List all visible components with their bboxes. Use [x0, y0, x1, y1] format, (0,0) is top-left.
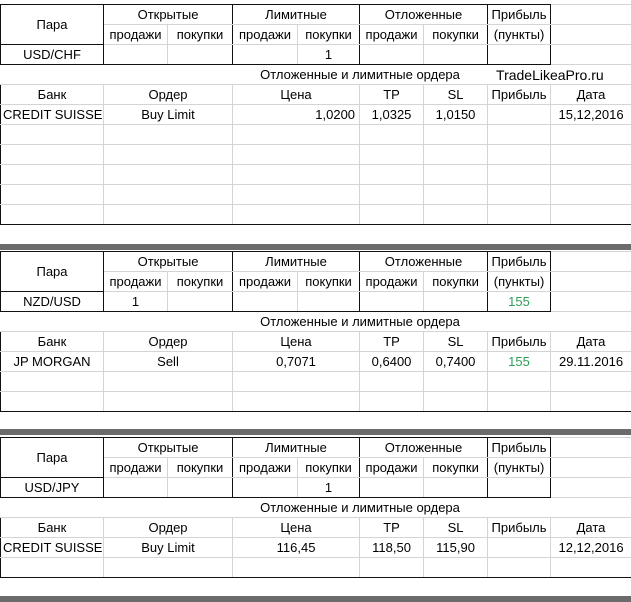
- bank-cell[interactable]: JP MORGAN: [1, 352, 104, 372]
- pending-sells-cell[interactable]: [360, 478, 424, 498]
- limit-sells-header: продажи: [233, 458, 298, 478]
- open-header: Открытые: [104, 438, 233, 458]
- sl-header: SL: [424, 85, 488, 105]
- order-type-cell[interactable]: Buy Limit: [104, 105, 233, 125]
- block-separator: [0, 429, 631, 435]
- date-cell[interactable]: 29.11.2016: [551, 352, 631, 372]
- pending-sells-header: продажи: [360, 25, 424, 45]
- limit-buys-header: покупки: [298, 272, 360, 292]
- pending-sells-cell[interactable]: [360, 292, 424, 312]
- tp-header: TP: [360, 518, 424, 538]
- price-header: Цена: [233, 518, 360, 538]
- pending-sells-cell[interactable]: [360, 45, 424, 65]
- summary-table-nzdusd: [0, 251, 631, 412]
- tp-cell[interactable]: 0,6400: [360, 352, 424, 372]
- summary-table-usdchf: [0, 4, 631, 225]
- pending-header: Отложенные: [360, 252, 488, 272]
- price-cell[interactable]: 1,0200: [233, 105, 360, 125]
- limit-sells-header: продажи: [233, 25, 298, 45]
- orders-title: Отложенные и лимитные ордера: [233, 312, 488, 332]
- site-label: TradeLikeaPro.ru: [488, 65, 631, 85]
- orders-title: Отложенные и лимитные ордера: [233, 498, 488, 518]
- order-profit-header: Прибыль: [488, 85, 551, 105]
- orders-title: Отложенные и лимитные ордера: [233, 65, 488, 85]
- pending-buys-header: покупки: [424, 458, 488, 478]
- bank-cell[interactable]: CREDIT SUISSE: [1, 105, 104, 125]
- order-header: Ордер: [104, 85, 233, 105]
- pending-buys-cell[interactable]: [424, 292, 488, 312]
- profit-header: Прибыль: [488, 252, 551, 272]
- sl-header: SL: [424, 518, 488, 538]
- limit-sells-cell[interactable]: [233, 45, 298, 65]
- price-header: Цена: [233, 332, 360, 352]
- tp-cell[interactable]: 1,0325: [360, 105, 424, 125]
- order-profit-cell[interactable]: [488, 105, 551, 125]
- sl-cell[interactable]: 115,90: [424, 538, 488, 558]
- open-buys-cell[interactable]: [168, 478, 233, 498]
- sl-cell[interactable]: 1,0150: [424, 105, 488, 125]
- date-header: Дата: [551, 518, 631, 538]
- date-cell[interactable]: 15,12,2016: [551, 105, 631, 125]
- open-buys-cell[interactable]: [168, 292, 233, 312]
- order-profit-header: Прибыль: [488, 518, 551, 538]
- tp-cell[interactable]: 118,50: [360, 538, 424, 558]
- pair-header: Пара: [1, 438, 104, 478]
- profit-cell[interactable]: [488, 45, 551, 65]
- open-buys-header: покупки: [168, 272, 233, 292]
- profit-cell[interactable]: [488, 478, 551, 498]
- pair-cell[interactable]: USD/JPY: [1, 478, 104, 498]
- pending-buys-cell[interactable]: [424, 478, 488, 498]
- order-header: Ордер: [104, 332, 233, 352]
- open-header: Открытые: [104, 252, 233, 272]
- price-cell[interactable]: 116,45: [233, 538, 360, 558]
- pair-header: Пара: [1, 252, 104, 292]
- sl-cell[interactable]: 0,7400: [424, 352, 488, 372]
- limit-sells-cell[interactable]: [233, 478, 298, 498]
- bank-cell[interactable]: CREDIT SUISSE: [1, 538, 104, 558]
- order-profit-header: Прибыль: [488, 332, 551, 352]
- profit-points-header: (пункты): [488, 272, 551, 292]
- pending-buys-header: покупки: [424, 272, 488, 292]
- pending-sells-header: продажи: [360, 458, 424, 478]
- profit-points-header: (пункты): [488, 25, 551, 45]
- open-buys-header: покупки: [168, 25, 233, 45]
- bank-header: Банк: [1, 85, 104, 105]
- open-sells-cell[interactable]: [104, 45, 168, 65]
- limit-buys-cell[interactable]: 1: [298, 478, 360, 498]
- limit-sells-cell[interactable]: [233, 292, 298, 312]
- pair-cell[interactable]: USD/CHF: [1, 45, 104, 65]
- order-type-cell[interactable]: Sell: [104, 352, 233, 372]
- order-type-cell[interactable]: Buy Limit: [104, 538, 233, 558]
- profit-points-header: (пункты): [488, 458, 551, 478]
- tp-header: TP: [360, 85, 424, 105]
- profit-cell[interactable]: 155: [488, 292, 551, 312]
- open-sells-header: продажи: [104, 272, 168, 292]
- order-profit-cell[interactable]: 155: [488, 352, 551, 372]
- profit-header: Прибыль: [488, 5, 551, 25]
- block-separator: [0, 244, 631, 250]
- tp-header: TP: [360, 332, 424, 352]
- pending-header: Отложенные: [360, 5, 488, 25]
- order-profit-cell[interactable]: [488, 538, 551, 558]
- limit-buys-header: покупки: [298, 25, 360, 45]
- limit-buys-header: покупки: [298, 458, 360, 478]
- pair-header: Пара: [1, 5, 104, 45]
- open-buys-cell[interactable]: [168, 45, 233, 65]
- sl-header: SL: [424, 332, 488, 352]
- date-header: Дата: [551, 85, 631, 105]
- block-separator: [0, 596, 631, 602]
- price-cell[interactable]: 0,7071: [233, 352, 360, 372]
- pending-header: Отложенные: [360, 438, 488, 458]
- order-header: Ордер: [104, 518, 233, 538]
- limit-header: Лимитные: [233, 438, 360, 458]
- limit-sells-header: продажи: [233, 272, 298, 292]
- open-buys-header: покупки: [168, 458, 233, 478]
- bank-header: Банк: [1, 518, 104, 538]
- limit-buys-cell[interactable]: [298, 292, 360, 312]
- open-sells-header: продажи: [104, 458, 168, 478]
- limit-header: Лимитные: [233, 5, 360, 25]
- price-header: Цена: [233, 85, 360, 105]
- open-sells-cell[interactable]: 1: [104, 292, 168, 312]
- limit-buys-cell[interactable]: 1: [298, 45, 360, 65]
- date-cell[interactable]: 12,12,2016: [551, 538, 631, 558]
- profit-header: Прибыль: [488, 438, 551, 458]
- pending-buys-cell[interactable]: [424, 45, 488, 65]
- date-header: Дата: [551, 332, 631, 352]
- pair-cell[interactable]: NZD/USD: [1, 292, 104, 312]
- open-sells-header: продажи: [104, 25, 168, 45]
- limit-header: Лимитные: [233, 252, 360, 272]
- pending-sells-header: продажи: [360, 272, 424, 292]
- pending-buys-header: покупки: [424, 25, 488, 45]
- bank-header: Банк: [1, 332, 104, 352]
- summary-table-usdjpy: [0, 437, 631, 578]
- open-sells-cell[interactable]: [104, 478, 168, 498]
- open-header: Открытые: [104, 5, 233, 25]
